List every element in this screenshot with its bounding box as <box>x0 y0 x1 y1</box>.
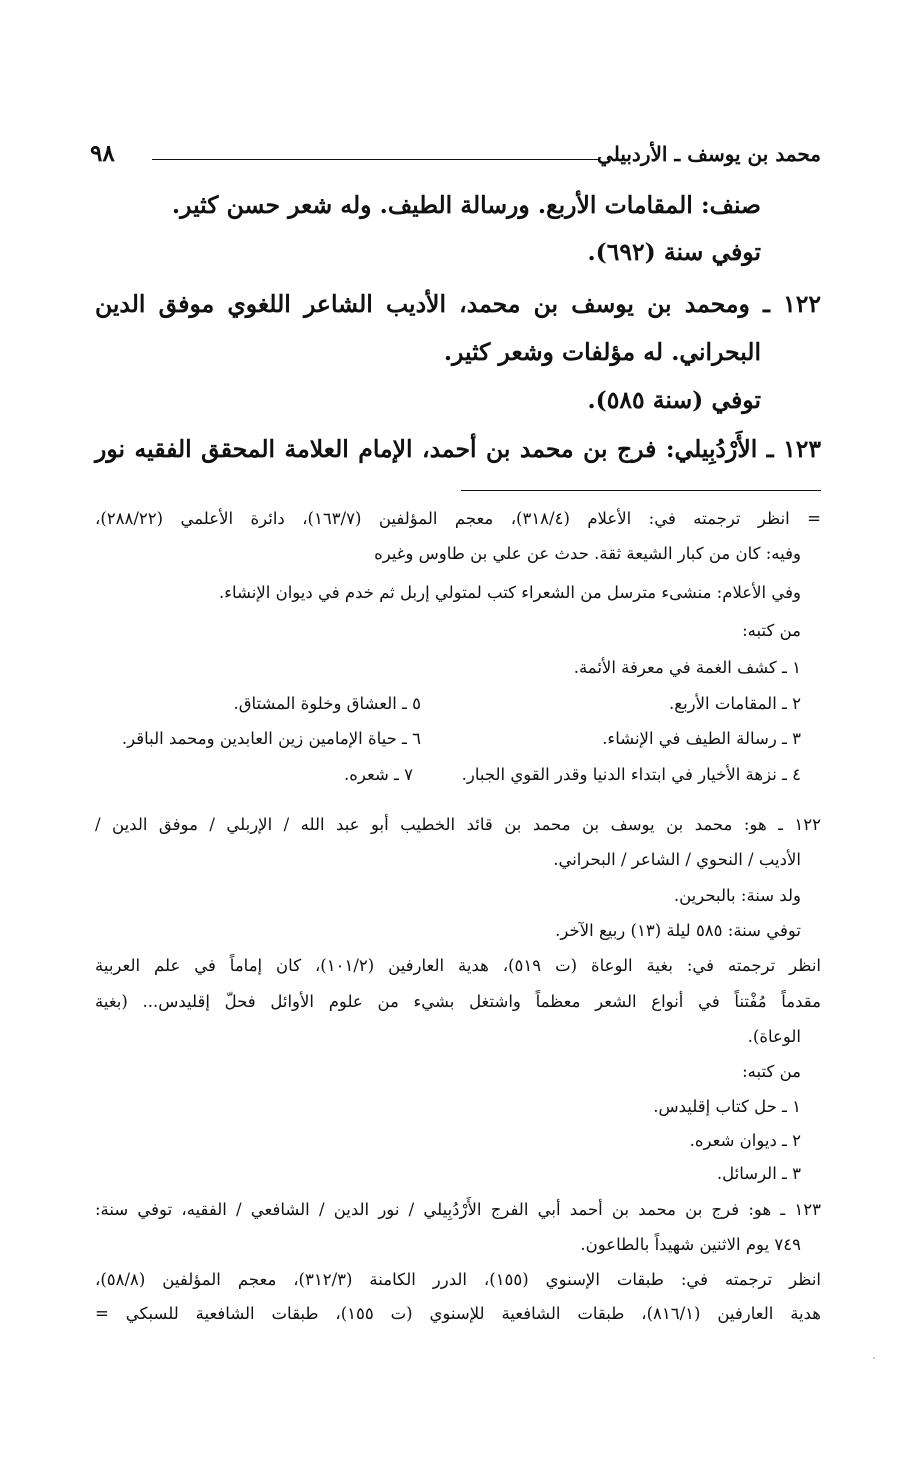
book-list-item: ٦ ـ حياة الإمامين زين العابدين ومحمد الباقر. <box>121 729 421 748</box>
book-list-item: ٣ ـ الرسائل. <box>716 1164 801 1183</box>
footnote-line: من كتبه: <box>742 1062 801 1081</box>
book-list-item: ١ ـ كشف الغمة في معرفة الأئمة. <box>573 658 801 677</box>
footnote-line: انظر ترجمته في: طبقات الإسنوي (١٥٥)، الدرر الكامنة (٣١٢/٣)، معجم المؤلفين (٥٨/٨)، <box>95 1270 821 1289</box>
footnote-separator <box>461 490 821 491</box>
page-header <box>90 138 821 178</box>
footnote-line: وفي الأعلام: منشىء مترسل من الشعراء كتب لمتولي إربل ثم خدم في ديوان الإنشاء. <box>219 583 801 602</box>
header-rule <box>152 159 599 160</box>
main-line: صنف: المقامات الأربع. ورسالة الطيف. وله شعر حسن كثير. <box>171 191 761 219</box>
footnote-line: الأديب / النحوي / الشاعر / البحراني. <box>553 850 801 869</box>
running-title: محمد بن يوسف ـ الأردبيلي <box>597 142 821 166</box>
footnote-line: مقدماً مُفْتناً في أنواع الشعر معظماً واشتغل بشيء من علوم الأوائل فحلّ إقليدس... (بغية <box>95 992 821 1011</box>
book-list-item: ٢ ـ المقامات الأربع. <box>669 694 801 713</box>
book-list-item: ٤ ـ نزهة الأخيار في ابتداء الدنيا وقدر القوي الجبار. <box>461 765 801 784</box>
footnote-line: انظر ترجمته في: بغية الوعاة (ت ٥١٩)، هدية العارفين (١٠١/٢)، كان إماماً في علم العربية <box>95 956 821 975</box>
scan-speck <box>873 1357 875 1359</box>
book-list-item: ٥ ـ العشاق وخلوة المشتاق. <box>233 694 421 713</box>
footnote-line: ولد سنة: بالبحرين. <box>673 886 801 905</box>
footnote-line: توفي سنة: ٥٨٥ ليلة (١٣) ربيع الآخر. <box>555 921 801 940</box>
footnote-line: ٧٤٩ يوم الاثنين شهيداً بالطاعون. <box>580 1235 801 1254</box>
book-list-item: ٢ ـ ديوان شعره. <box>689 1131 801 1150</box>
footnote-123-heading: ١٢٣ ـ هو: فرج بن محمد بن أحمد أبي الفرج الأَرْدُبِيلي / نور الدين / الشافعي / الفقيه، توفي سنة: <box>95 1200 821 1219</box>
book-list-item: ١ ـ حل كتاب إقليدس. <box>653 1097 801 1116</box>
main-line: توفي سنة (٦٩٢). <box>587 238 761 266</box>
main-line: البحراني. له مؤلفات وشعر كثير. <box>443 338 761 366</box>
page-number: ٩٨ <box>90 140 115 167</box>
footnote-122-heading: ١٢٢ ـ هو: محمد بن يوسف بن محمد بن قائد الخطيب أبو عبد الله / الإربلي / موفق الدين / <box>95 815 821 834</box>
footnote-line: من كتبه: <box>742 621 801 640</box>
entry-123-heading: ١٢٣ ـ الأَرْدُبِيلي: فرج بن محمد بن أحمد، الإمام العلامة المحقق الفقيه نور <box>95 435 821 463</box>
book-list-item: ٧ ـ شعره. <box>344 765 413 784</box>
book-list-item: ٣ ـ رسالة الطيف في الإنشاء. <box>602 729 801 748</box>
footnote-line: الوعاة). <box>747 1027 801 1046</box>
footnote-line: هدية العارفين (٨١٦/١)، طبقات الشافعية للإسنوي (ت ١٥٥)، طبقات الشافعية للسبكي = <box>95 1304 821 1323</box>
footnote-line: = انظر ترجمته في: الأعلام (٣١٨/٤)، معجم المؤلفين (١٦٣/٧)، دائرة الأعلمي (٢٨٨/٢٢)، <box>95 509 821 528</box>
footnote-line: وفيه: كان من كبار الشيعة ثقة. حدث عن علي بن طاوس وغيره <box>374 544 801 563</box>
entry-122-heading: ١٢٢ ـ ومحمد بن يوسف بن محمد، الأديب الشاعر اللغوي موفق الدين <box>95 290 821 318</box>
main-line: توفي (سنة ٥٨٥). <box>587 386 761 414</box>
